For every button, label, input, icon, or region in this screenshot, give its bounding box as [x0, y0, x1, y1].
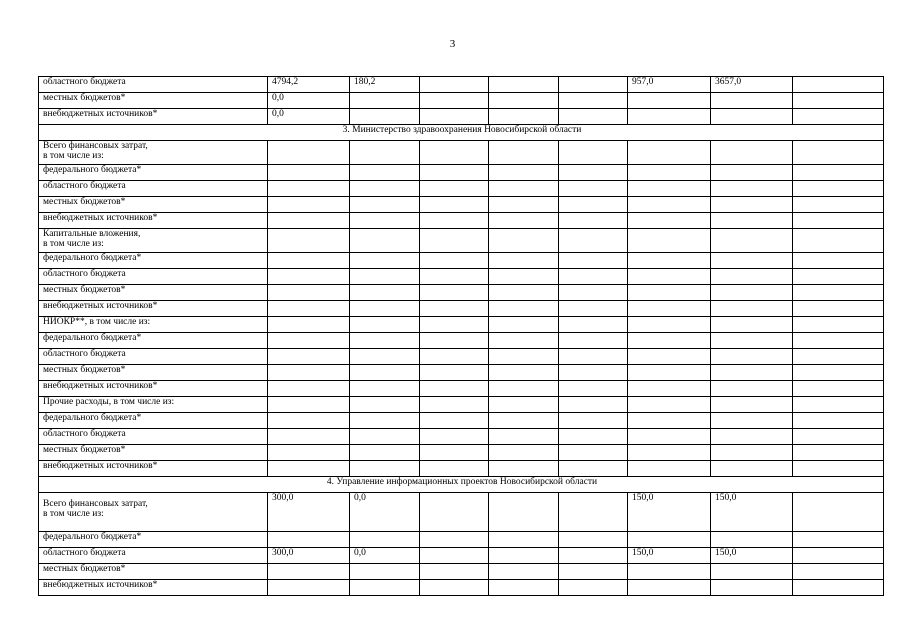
- value-cell: 0,0: [350, 548, 420, 564]
- value-cell: [268, 461, 350, 477]
- value-cell: [711, 445, 793, 461]
- value-cell: [793, 109, 884, 125]
- value-cell: [268, 381, 350, 397]
- value-cell: [559, 429, 628, 445]
- section-header-row: [39, 125, 884, 141]
- table-row: [39, 141, 884, 165]
- value-cell: [559, 301, 628, 317]
- value-cell: [489, 397, 559, 413]
- value-cell: [711, 165, 793, 181]
- value-cell: [420, 564, 489, 580]
- value-cell: [628, 301, 711, 317]
- value-cell: [350, 181, 420, 197]
- value-cell: [489, 317, 559, 333]
- value-cell: [559, 445, 628, 461]
- value-cell: [268, 365, 350, 381]
- value-cell: [628, 229, 711, 253]
- table-row: [39, 253, 884, 269]
- value-cell: [628, 564, 711, 580]
- value-cell: [268, 429, 350, 445]
- value-cell: [793, 532, 884, 548]
- value-cell: [559, 269, 628, 285]
- row-label: внебюджетных источников*: [39, 301, 268, 317]
- value-cell: [559, 349, 628, 365]
- value-cell: [489, 197, 559, 213]
- value-cell: 300,0: [268, 493, 350, 532]
- value-cell: [793, 93, 884, 109]
- value-cell: [559, 229, 628, 253]
- value-cell: [420, 93, 489, 109]
- value-cell: [711, 269, 793, 285]
- row-label: федерального бюджета*: [39, 253, 268, 269]
- row-label: федерального бюджета*: [39, 413, 268, 429]
- value-cell: [489, 93, 559, 109]
- page-number: 3: [449, 38, 456, 50]
- value-cell: [420, 229, 489, 253]
- value-cell: [628, 141, 711, 165]
- value-cell: 957,0: [628, 77, 711, 93]
- row-label: местных бюджетов*: [39, 564, 268, 580]
- table-row: [39, 93, 884, 109]
- value-cell: [628, 445, 711, 461]
- value-cell: [489, 413, 559, 429]
- table-row: [39, 381, 884, 397]
- value-cell: [420, 269, 489, 285]
- value-cell: [350, 445, 420, 461]
- value-cell: [489, 580, 559, 596]
- value-cell: [350, 93, 420, 109]
- value-cell: [793, 564, 884, 580]
- value-cell: [793, 429, 884, 445]
- value-cell: [559, 365, 628, 381]
- value-cell: [268, 349, 350, 365]
- value-cell: [489, 333, 559, 349]
- value-cell: [350, 580, 420, 596]
- value-cell: [268, 269, 350, 285]
- row-label: Всего финансовых затрат, в том числе из:: [39, 493, 268, 532]
- value-cell: [420, 580, 489, 596]
- section-title: 3. Министерство здравоохранения Новосибирской области: [39, 125, 884, 141]
- value-cell: [350, 213, 420, 229]
- row-label: местных бюджетов*: [39, 365, 268, 381]
- row-label: НИОКР**, в том числе из:: [39, 317, 268, 333]
- value-cell: [420, 365, 489, 381]
- value-cell: [268, 229, 350, 253]
- value-cell: 180,2: [350, 77, 420, 93]
- value-cell: [628, 333, 711, 349]
- value-cell: [350, 253, 420, 269]
- value-cell: [350, 532, 420, 548]
- value-cell: [711, 564, 793, 580]
- value-cell: [489, 229, 559, 253]
- value-cell: [628, 213, 711, 229]
- table-row: [39, 77, 884, 93]
- row-label: федерального бюджета*: [39, 333, 268, 349]
- value-cell: [350, 381, 420, 397]
- value-cell: [711, 141, 793, 165]
- value-cell: [628, 349, 711, 365]
- value-cell: [628, 429, 711, 445]
- value-cell: [559, 165, 628, 181]
- table-row: [39, 285, 884, 301]
- value-cell: [350, 564, 420, 580]
- value-cell: [420, 165, 489, 181]
- row-label: Всего финансовых затрат, в том числе из:: [39, 141, 268, 165]
- table-row: [39, 269, 884, 285]
- value-cell: [711, 397, 793, 413]
- value-cell: [628, 109, 711, 125]
- value-cell: [420, 429, 489, 445]
- value-cell: [420, 461, 489, 477]
- value-cell: [489, 445, 559, 461]
- value-cell: [628, 413, 711, 429]
- value-cell: [711, 381, 793, 397]
- table-row: [39, 349, 884, 365]
- value-cell: [711, 229, 793, 253]
- value-cell: [420, 317, 489, 333]
- row-label: внебюджетных источников*: [39, 109, 268, 125]
- value-cell: [628, 397, 711, 413]
- value-cell: [420, 532, 489, 548]
- value-cell: [489, 365, 559, 381]
- value-cell: [711, 429, 793, 445]
- value-cell: [420, 445, 489, 461]
- value-cell: [489, 141, 559, 165]
- value-cell: [350, 333, 420, 349]
- value-cell: [711, 253, 793, 269]
- value-cell: [793, 365, 884, 381]
- table-row: [39, 181, 884, 197]
- value-cell: [420, 213, 489, 229]
- row-label: внебюджетных источников*: [39, 461, 268, 477]
- value-cell: [559, 285, 628, 301]
- value-cell: 150,0: [711, 493, 793, 532]
- value-cell: [628, 181, 711, 197]
- value-cell: [350, 413, 420, 429]
- value-cell: [559, 548, 628, 564]
- value-cell: [559, 109, 628, 125]
- value-cell: [711, 365, 793, 381]
- value-cell: [350, 269, 420, 285]
- value-cell: [793, 269, 884, 285]
- table-row: [39, 165, 884, 181]
- table-row: [39, 317, 884, 333]
- table-row: [39, 548, 884, 564]
- value-cell: 0,0: [268, 109, 350, 125]
- row-label: внебюджетных источников*: [39, 580, 268, 596]
- value-cell: [420, 109, 489, 125]
- value-cell: [489, 493, 559, 532]
- value-cell: [711, 317, 793, 333]
- value-cell: [711, 181, 793, 197]
- value-cell: [559, 397, 628, 413]
- table-row: [39, 365, 884, 381]
- value-cell: [489, 165, 559, 181]
- value-cell: [793, 493, 884, 532]
- value-cell: [793, 77, 884, 93]
- value-cell: [268, 413, 350, 429]
- financing-table: [38, 76, 884, 596]
- value-cell: [628, 253, 711, 269]
- value-cell: [489, 77, 559, 93]
- value-cell: [628, 285, 711, 301]
- value-cell: [268, 181, 350, 197]
- value-cell: [711, 580, 793, 596]
- row-label: Капитальные вложения, в том числе из:: [39, 229, 268, 253]
- value-cell: [628, 197, 711, 213]
- value-cell: 3657,0: [711, 77, 793, 93]
- value-cell: [793, 333, 884, 349]
- value-cell: [559, 213, 628, 229]
- value-cell: [559, 580, 628, 596]
- value-cell: [350, 317, 420, 333]
- value-cell: [420, 397, 489, 413]
- value-cell: [489, 564, 559, 580]
- value-cell: [420, 548, 489, 564]
- value-cell: [559, 181, 628, 197]
- value-cell: [268, 197, 350, 213]
- value-cell: [793, 213, 884, 229]
- value-cell: [489, 532, 559, 548]
- value-cell: [559, 532, 628, 548]
- row-label: федерального бюджета*: [39, 165, 268, 181]
- value-cell: [559, 333, 628, 349]
- value-cell: [268, 253, 350, 269]
- value-cell: [268, 317, 350, 333]
- value-cell: [268, 141, 350, 165]
- value-cell: [350, 165, 420, 181]
- value-cell: 300,0: [268, 548, 350, 564]
- row-label: местных бюджетов*: [39, 445, 268, 461]
- value-cell: [489, 181, 559, 197]
- value-cell: [350, 285, 420, 301]
- table-row: [39, 461, 884, 477]
- value-cell: [489, 109, 559, 125]
- value-cell: [268, 532, 350, 548]
- table-row: [39, 564, 884, 580]
- value-cell: [628, 461, 711, 477]
- value-cell: 0,0: [350, 493, 420, 532]
- value-cell: [793, 229, 884, 253]
- value-cell: [420, 141, 489, 165]
- table-row: [39, 229, 884, 253]
- value-cell: [350, 109, 420, 125]
- value-cell: [420, 285, 489, 301]
- value-cell: [350, 429, 420, 445]
- value-cell: [350, 461, 420, 477]
- value-cell: [711, 285, 793, 301]
- value-cell: [793, 141, 884, 165]
- value-cell: [268, 397, 350, 413]
- value-cell: [268, 564, 350, 580]
- value-cell: [420, 349, 489, 365]
- row-label: местных бюджетов*: [39, 93, 268, 109]
- value-cell: [489, 349, 559, 365]
- value-cell: [350, 229, 420, 253]
- value-cell: [793, 413, 884, 429]
- value-cell: [489, 429, 559, 445]
- value-cell: [350, 365, 420, 381]
- value-cell: [793, 445, 884, 461]
- value-cell: [268, 285, 350, 301]
- value-cell: [793, 349, 884, 365]
- value-cell: [350, 397, 420, 413]
- value-cell: [628, 269, 711, 285]
- value-cell: [559, 197, 628, 213]
- value-cell: [559, 317, 628, 333]
- value-cell: [628, 580, 711, 596]
- value-cell: [711, 413, 793, 429]
- value-cell: [268, 213, 350, 229]
- row-label: федерального бюджета*: [39, 532, 268, 548]
- value-cell: [711, 109, 793, 125]
- table-row: [39, 213, 884, 229]
- table-row: [39, 413, 884, 429]
- table-row: [39, 580, 884, 596]
- value-cell: [793, 197, 884, 213]
- value-cell: [420, 301, 489, 317]
- value-cell: [711, 532, 793, 548]
- row-label: областного бюджета: [39, 429, 268, 445]
- value-cell: [268, 580, 350, 596]
- value-cell: [793, 181, 884, 197]
- value-cell: [628, 532, 711, 548]
- section-header-row: [39, 477, 884, 493]
- value-cell: [268, 301, 350, 317]
- value-cell: [711, 333, 793, 349]
- value-cell: [559, 93, 628, 109]
- value-cell: [489, 285, 559, 301]
- value-cell: [793, 548, 884, 564]
- value-cell: [420, 197, 489, 213]
- table-row: [39, 333, 884, 349]
- value-cell: [711, 213, 793, 229]
- value-cell: [793, 253, 884, 269]
- row-label: областного бюджета: [39, 269, 268, 285]
- value-cell: [559, 461, 628, 477]
- value-cell: [489, 269, 559, 285]
- value-cell: [559, 77, 628, 93]
- row-label: областного бюджета: [39, 349, 268, 365]
- value-cell: [559, 493, 628, 532]
- value-cell: [420, 413, 489, 429]
- value-cell: [711, 301, 793, 317]
- row-label: местных бюджетов*: [39, 197, 268, 213]
- value-cell: [559, 381, 628, 397]
- table-row: [39, 397, 884, 413]
- value-cell: [711, 197, 793, 213]
- table-row: [39, 301, 884, 317]
- value-cell: [559, 413, 628, 429]
- value-cell: [420, 253, 489, 269]
- value-cell: [793, 317, 884, 333]
- value-cell: [628, 381, 711, 397]
- value-cell: 150,0: [711, 548, 793, 564]
- value-cell: [420, 381, 489, 397]
- value-cell: [489, 301, 559, 317]
- value-cell: [793, 381, 884, 397]
- row-label: внебюджетных источников*: [39, 213, 268, 229]
- value-cell: 150,0: [628, 548, 711, 564]
- table-row: [39, 429, 884, 445]
- value-cell: [793, 397, 884, 413]
- value-cell: 0,0: [268, 93, 350, 109]
- value-cell: [793, 580, 884, 596]
- table-row: [39, 532, 884, 548]
- value-cell: [420, 333, 489, 349]
- value-cell: [489, 253, 559, 269]
- table-row: [39, 109, 884, 125]
- value-cell: [559, 141, 628, 165]
- value-cell: 150,0: [628, 493, 711, 532]
- row-label: областного бюджета: [39, 181, 268, 197]
- value-cell: [559, 564, 628, 580]
- value-cell: [628, 93, 711, 109]
- value-cell: [268, 445, 350, 461]
- value-cell: [420, 493, 489, 532]
- row-label: внебюджетных источников*: [39, 381, 268, 397]
- row-label: областного бюджета: [39, 77, 268, 93]
- value-cell: [489, 548, 559, 564]
- value-cell: [793, 301, 884, 317]
- row-label: местных бюджетов*: [39, 285, 268, 301]
- value-cell: [350, 141, 420, 165]
- value-cell: [489, 381, 559, 397]
- table-row: [39, 445, 884, 461]
- value-cell: [711, 461, 793, 477]
- table-row: [39, 493, 884, 532]
- value-cell: 4794,2: [268, 77, 350, 93]
- value-cell: [268, 333, 350, 349]
- value-cell: [350, 301, 420, 317]
- value-cell: [489, 461, 559, 477]
- value-cell: [559, 253, 628, 269]
- value-cell: [711, 93, 793, 109]
- value-cell: [628, 165, 711, 181]
- value-cell: [793, 165, 884, 181]
- table-row: [39, 197, 884, 213]
- value-cell: [628, 365, 711, 381]
- value-cell: [793, 461, 884, 477]
- value-cell: [628, 317, 711, 333]
- value-cell: [420, 181, 489, 197]
- value-cell: [711, 349, 793, 365]
- row-label: Прочие расходы, в том числе из:: [39, 397, 268, 413]
- value-cell: [793, 285, 884, 301]
- value-cell: [350, 197, 420, 213]
- value-cell: [420, 77, 489, 93]
- value-cell: [268, 165, 350, 181]
- value-cell: [350, 349, 420, 365]
- section-title: 4. Управление информационных проектов Новосибирской области: [39, 477, 884, 493]
- value-cell: [489, 213, 559, 229]
- row-label: областного бюджета: [39, 548, 268, 564]
